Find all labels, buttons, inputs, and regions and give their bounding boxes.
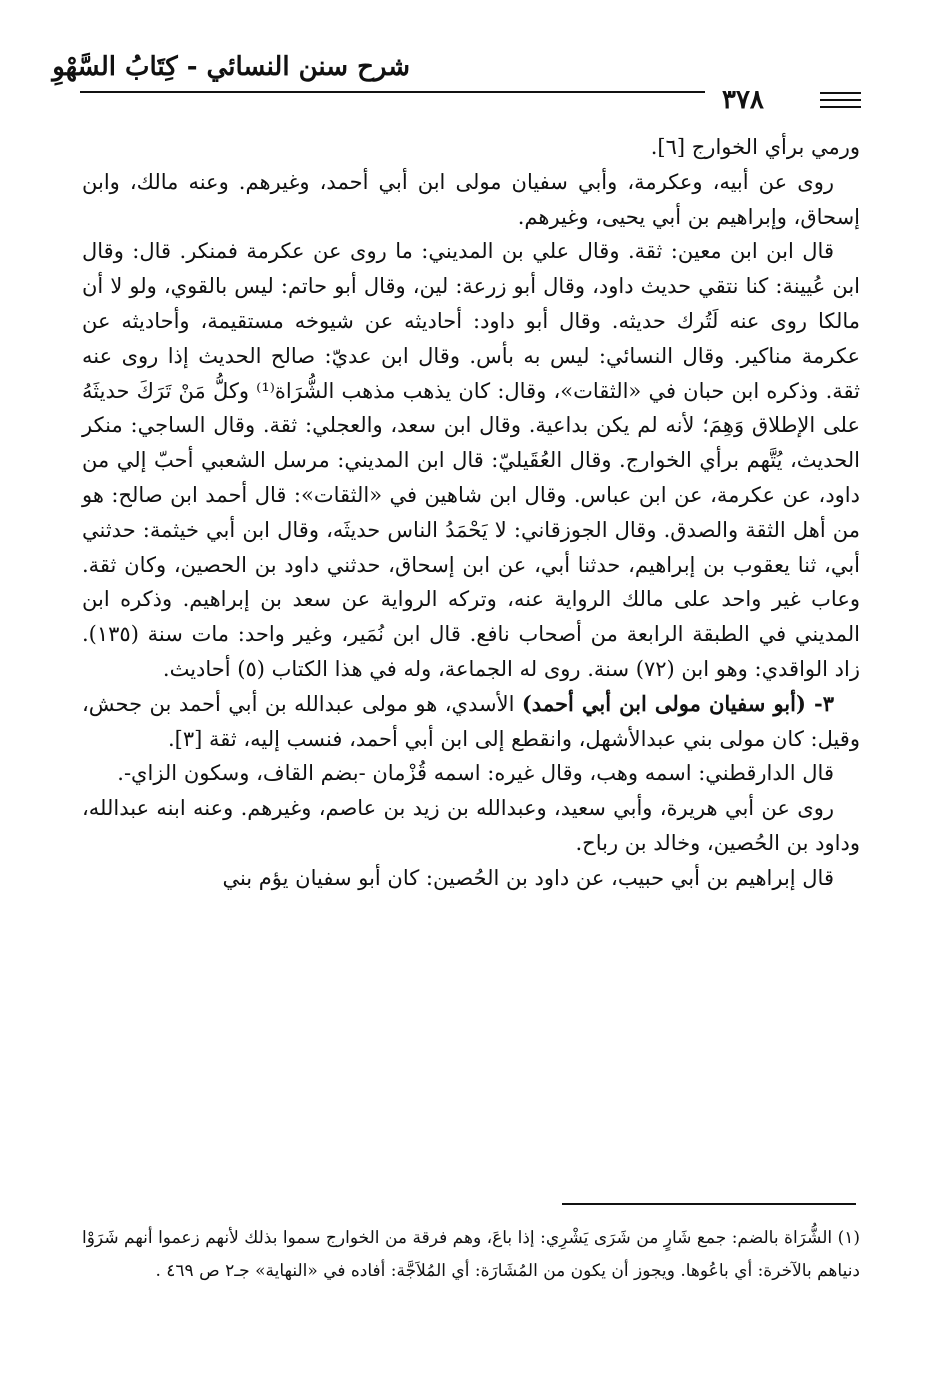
page-number-rule-lower xyxy=(820,106,861,108)
narrator-description: الأسدي، هو مولى عبدالله بن أبي أحمد بن جحش، وقيل: كان مولى بني عبدالأشهل، وانقطع إلى ابن أبي أحمد، فنسب إليه، ثقة [٣]. xyxy=(82,691,860,751)
paragraph-6: روى عن أبي هريرة، وأبي سعيد، وعبدالله بن زيد بن عاصم، وغيرهم. وعنه ابنه عبدالله، وداود بن الحُصين، وخالد بن رباح. xyxy=(82,796,860,855)
page-number-rule-upper xyxy=(820,92,861,94)
footnote-separator xyxy=(562,1203,856,1205)
narrator-heading: ٣- (أبو سفيان مولى ابن أبي أحمد) xyxy=(521,690,834,716)
paragraph-7: قال إبراهيم بن أبي حبيب، عن داود بن الحُصين: كان أبو سفيان يؤم بني xyxy=(222,865,834,890)
running-header-title: شرح سنن النسائي - كِتَابُ السَّهْوِ xyxy=(52,52,410,82)
page-number-rule-middle xyxy=(820,99,861,101)
paragraph-2: روى عن أبيه، وعكرمة، وأبي سفيان مولى ابن أبي أحمد، وغيرهم. وعنه مالك، وابن إسحاق، وإبراهيم بن أبي يحيى، وغيرهم. xyxy=(82,169,860,229)
paragraph-4 xyxy=(82,687,860,757)
header-rule xyxy=(80,91,705,93)
footnote xyxy=(82,1222,860,1288)
main-text xyxy=(82,130,860,896)
paragraph-5: قال الدارقطني: اسمه وهب، وقال غيره: اسمه قُزْمان -بضم القاف، وسكون الزاي-. xyxy=(117,761,834,786)
footnote-1: (١) الشُّرَاة بالضم: جمع شَارٍ من شَرَى يَشْرِي: إذا باعَ، وهم فرقة من الخوارج سموا بذلك لأنهم زعموا أنهم شَرَوْا دنياهم بالآخرة: أي باعُوها. ويجوز أن يكون من المُشَارَة: أي المُلاَجَّة: أفاده في «النهاية» جـ٢ ص ٤٦٩ . xyxy=(82,1228,860,1281)
paragraph-1: ورمي برأي الخوارج [٦]. xyxy=(650,135,860,159)
paragraph-3: قال ابن ابن معين: ثقة. وقال علي بن المديني: ما روى عن عكرمة فمنكر. قال: وقال ابن عُيينة: كنا نتقي حديث داود، وقال أبو زرعة: لين، وقال أبو حاتم: ليس بالقوي، ولو لا أن مالكا روى عنه لَتُرك حديثه. وقال أبو داود: أحاديثه عن شيوخه مستقيمة، وأحاديثه عن عكرمة مناكير. وقال النسائي: ليس به بأس. وقال ابن عديّ: صالح الحديث إذا روى عنه ثقة. وذكره ابن حبان في «الثقات»، وقال: كان يذهب مذهب الشُّرَاة⁽¹⁾ وكلُّ مَنْ تَرَكَ حديثَهُ على الإطلاق وَهِمَ؛ لأنه لم يكن بداعية. وقال ابن سعد، والعجلي: ثقة. وقال الساجي: منكر الحديث، يُتَّهم برأي الخوارج. وقال العُقَيليّ: قال ابن المديني: مرسل الشعبي أحبّ إلي من داود، عن عكرمة، عن ابن عباس. وقال ابن شاهين في «الثقات»: قال أحمد ابن صالح: هو من أهل الثقة والصدق. وقال الجوزقاني: لا يَحْمَدُ الناس حديثَه، وقال ابن أبي خيثمة: حدثني أبي، ثنا يعقوب بن إبراهيم، حدثنا أبي، عن ابن إسحاق، حدثني داود بن الحصين، وكان ثقة. وعاب غير واحد على مالك الرواية عنه، وتركه الرواية عن سعد بن إبراهيم. وذكره ابن المديني في الطبقة الرابعة من أصحاب نافع. قال ابن نُمَير، وغير واحد: مات سنة (١٣٥). زاد الواقدي: وهو ابن (٧٢) سنة. روى له الجماعة، وله في هذا الكتاب (٥) أحاديث. xyxy=(82,239,860,681)
page-number: ٣٧٨ xyxy=(722,85,764,115)
